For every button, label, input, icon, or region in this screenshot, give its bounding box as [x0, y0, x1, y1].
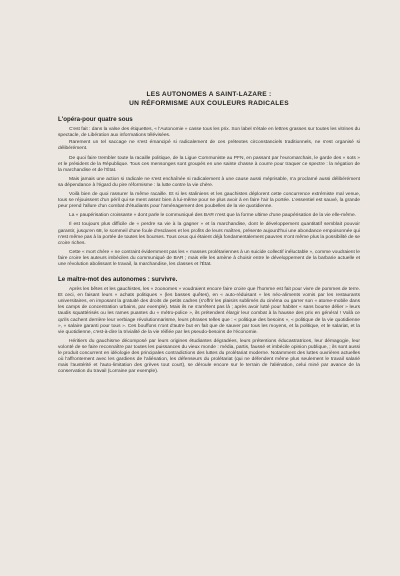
- paragraph: Il est toujours plus difficile de « perdre sa vie à la gagner » et la marchandise, dont le développement quantitatif semblait pouvoir garantir, jusqu'en 68, le sommeil d'une foule d'esclaves et les profits de leurs maîtres, présente aujourd'hui une abondance empoisonnée qui n'est même pas à la portée de toutes les bourses. Tous ceux qui étaient déjà fondamentalement pauvres n'ont même plus la possibilité de se croire riches.: [58, 222, 360, 246]
- paragraph: Voilà bien de quoi rassurer la même racaille. Et si les staliniens et les gauchistes déplorent cette concurrence extrémiste mal venue, tous se réjouissent d'un péril qui se ment assez bien à lui-même pour ne plus avoir à en faire l'air la portée. L'essentiel est sauvé, la grande peur prend l'allure d'un combat d'étudiants pour l'aménagement des poubelles de la vie quotidienne.: [58, 192, 360, 210]
- paragraph: Mais jamais une action si radicale ne s'est enchaînée si radicalement à une cause aussi méprisable, n'a proclamé aussi délibérément sa dépendance à l'égard du pire réformisme : la lutte contre la vie chère.: [58, 176, 360, 188]
- title-block: [58, 90, 360, 108]
- section-opera: [58, 116, 360, 268]
- section-survivre: [58, 276, 360, 375]
- section-heading: Le maître-mot des autonomes : survivre.: [58, 276, 178, 284]
- paragraph: La « paupérisation croissante » dont parle le communiqué des BAR n'est que la forme ultime d'une paupérisation de la vie elle-même.: [69, 213, 356, 219]
- paragraph: Après les bêtes et les gauchistes, les « zoonomes » voudraient encore faire croire que l'homme est fait pour vivre de pommes de terre. Et ceci, en faisant leurs « achats politiques » (les basses quêtes), en « auto-réduisant » les néo-aliments vomis par les restaurants universitaires, en imposant la gratuité des droits de petits cadres (s'offrir les plaisirs sublimés du cinéma ou garrer son « atome-mobile dans les camps de concentration urbains, par exemple). Mais ils ne s'arrêtent pas là ; après avoir lutté pour habiter « sans bourse délier » leurs taudis squattérisés ou les rames puantes du « métro-police », ils prétendent élargir leur combat à la hausse des prix en général ! Voilà ce qu'ils cachent derrière leur verbiage révolutionnarisme, leurs phrases telles que : « politique des besoins », « politique de la vie quotidienne », « salaire garanti pour tous ». Ces bouffons n'ont d'autre but en fait que de sauver par tous les moyens, et la politique, et le salariat, et la vie quotidienne, c'est-à-dire la trivialité de la vie réifiée par les pseudo-besoins de l'économie.: [58, 287, 360, 335]
- page-subtitle: UN RÉFORMISME AUX COULEURS RADICALES: [129, 100, 289, 107]
- paragraph: Rarement un tel saccage ne s'est émancipé si radicalement de ces prétextes circonstanciels traditionnels, ne s'est organisé si délibérément.: [58, 140, 360, 152]
- paragraph: Héritiers du gauchisme décomposé par leurs origines étudiantes dégradées, leurs prétentions éducastratrices, leur démagogie, leur volonté de se faire reconnaître par toutes les puissances du vieux monde : média, partis, faussé et imbécile opinion publique, ; ils sont aussi le produit concurrent en idéologie des principales contradictions des luttes du prolétariat moderne. Notamment des luttes ouvrières actuelles où l'affrontement avec les gardiens de l'aliénation, les défenseurs du prolétariat (qui ne défendent même plus seulement le travail salarié mais l'austérité et l'auto-limitation des grèves tout court), se déroule encore sur le terrain de l'aliénation, celui miné par avance de la conservation du travail (Lorraine par exemple).: [58, 338, 360, 375]
- paragraph: De quoi faire trembler toute la racaille politique, de la Ligue Communiste au PFN, en passant par l'euromarchais, le garde des « sots » et le président de la République. Tous ces mensonges sont groupés en une sainte chasse à courre pour traquer ce spectre : la négation de la marchandise et de l'État.: [58, 155, 360, 173]
- paragraph: C'est fait : dans la valse des étiquettes, « l'Autonomie » casse tous les prix. Son label s'étale en lettres grasses sur toutes les vitrines du spectacle, de Libération aux informations télévisées.: [58, 127, 360, 139]
- page-title: LES AUTONOMES A SAINT-LAZARE :: [146, 91, 272, 98]
- paragraph: Cette « mort chère » ne contraint évidemment pas les « masses prolétariennes à un suicide collectif inéluctable », comme voudraient le faire croire les auteurs imbéciles du communiqué de BAR ; mais elle les amène à choisir entre le développement de la barbarie actuelle et une révolution abolissant le travail, la marchandise, les classes et l'État.: [58, 249, 360, 267]
- section-heading: L'opéra-pour quatre sous: [58, 116, 133, 123]
